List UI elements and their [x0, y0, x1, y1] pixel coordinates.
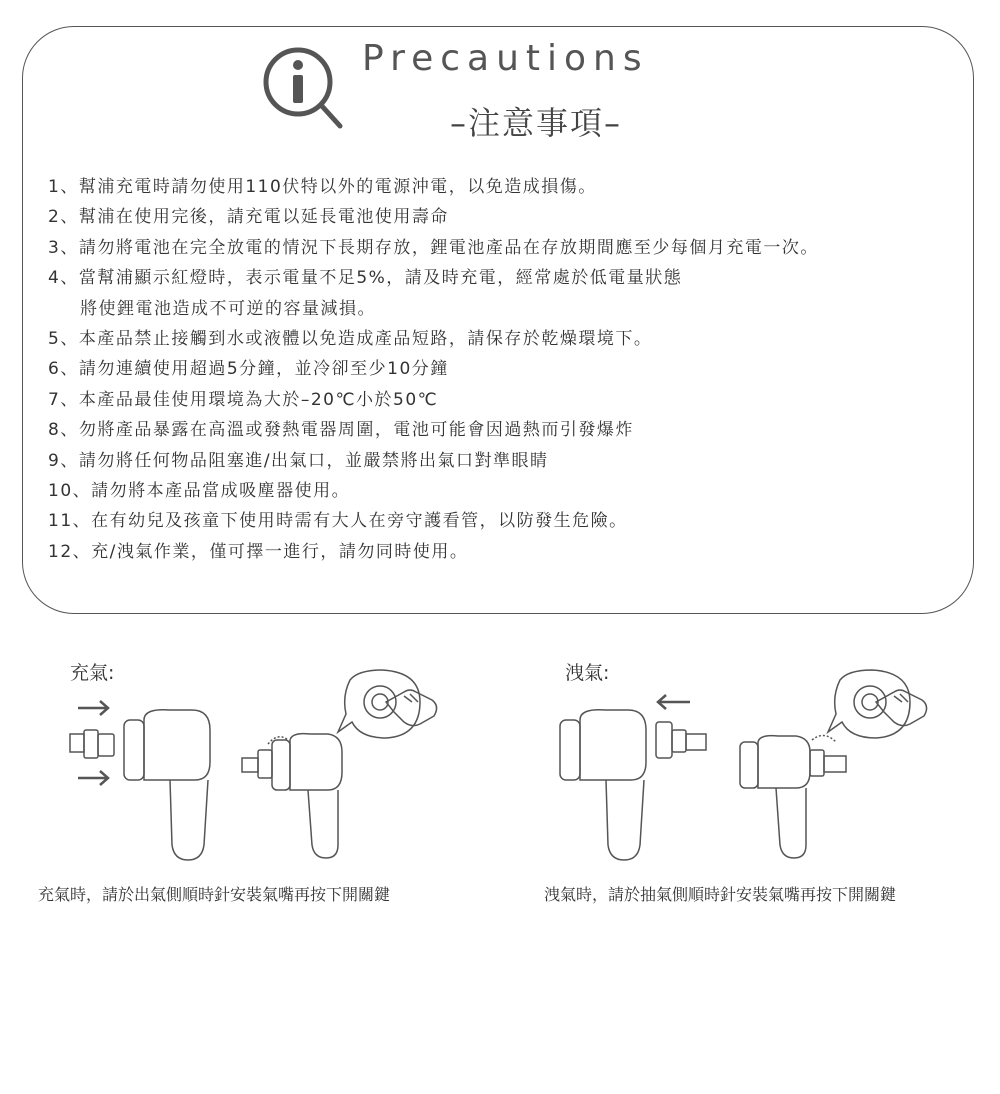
list-item: 5、本產品禁止接觸到水或液體以免造成產品短路，請保存於乾燥環境下。	[48, 329, 653, 350]
list-item: 4、當幫浦顯示紅燈時，表示電量不足5%，請及時充電，經常處於低電量狀態	[48, 268, 683, 289]
list-item: 1、幫浦充電時請勿使用110伏特以外的電源沖電，以免造成損傷。	[48, 177, 597, 197]
arrow-left-icon	[658, 695, 690, 709]
list-item: 10、請勿將本產品當成吸塵器使用。	[48, 481, 351, 502]
info-magnifier-icon	[258, 42, 348, 132]
list-item: 8、勿將產品暴露在高溫或發熱電器周圍，電池可能會因過熱而引發爆炸	[48, 420, 634, 441]
list-item-continuation: 將使鋰電池造成不可逆的容量減損。	[80, 298, 376, 319]
hand-press-icon	[876, 690, 927, 726]
list-item: 7、本產品最佳使用環境為大於–20℃小於50℃	[48, 389, 439, 410]
deflate-label: 洩氣:	[565, 662, 610, 684]
list-item: 3、請勿將電池在完全放電的情況下長期存放，鋰電池產品在存放期間應至少每個月充電一次。	[48, 237, 819, 258]
deflate-diagram	[550, 640, 970, 870]
list-item: 6、請勿連續使用超過5分鐘，並冷卻至少10分鐘	[48, 359, 449, 380]
inflate-caption: 充氣時，請於出氣側順時針安裝氣嘴再按下開關鍵	[38, 885, 391, 904]
list-item: 12、充/洩氣作業，僅可擇一進行，請勿同時使用。	[48, 541, 469, 562]
hand-press-icon	[386, 690, 437, 726]
inflate-label: 充氣:	[70, 662, 115, 684]
deflate-caption: 洩氣時，請於抽氣側順時針安裝氣嘴再按下開關鍵	[544, 885, 897, 904]
rotate-arrow-icon	[812, 735, 836, 742]
list-item: 11、在有幼兒及孩童下使用時需有大人在旁守護看管，以防發生危險。	[48, 511, 628, 532]
arrow-right-icon	[78, 701, 108, 785]
precautions-list	[48, 172, 819, 567]
title-chinese: –注意事項–	[450, 104, 623, 142]
list-item: 9、請勿將任何物品阻塞進/出氣口，並嚴禁將出氣口對準眼睛	[48, 450, 549, 471]
title-english: Precautions	[362, 38, 649, 79]
list-item: 2、幫浦在使用完後，請充電以延長電池使用壽命	[48, 207, 449, 228]
inflate-diagram	[60, 640, 460, 870]
